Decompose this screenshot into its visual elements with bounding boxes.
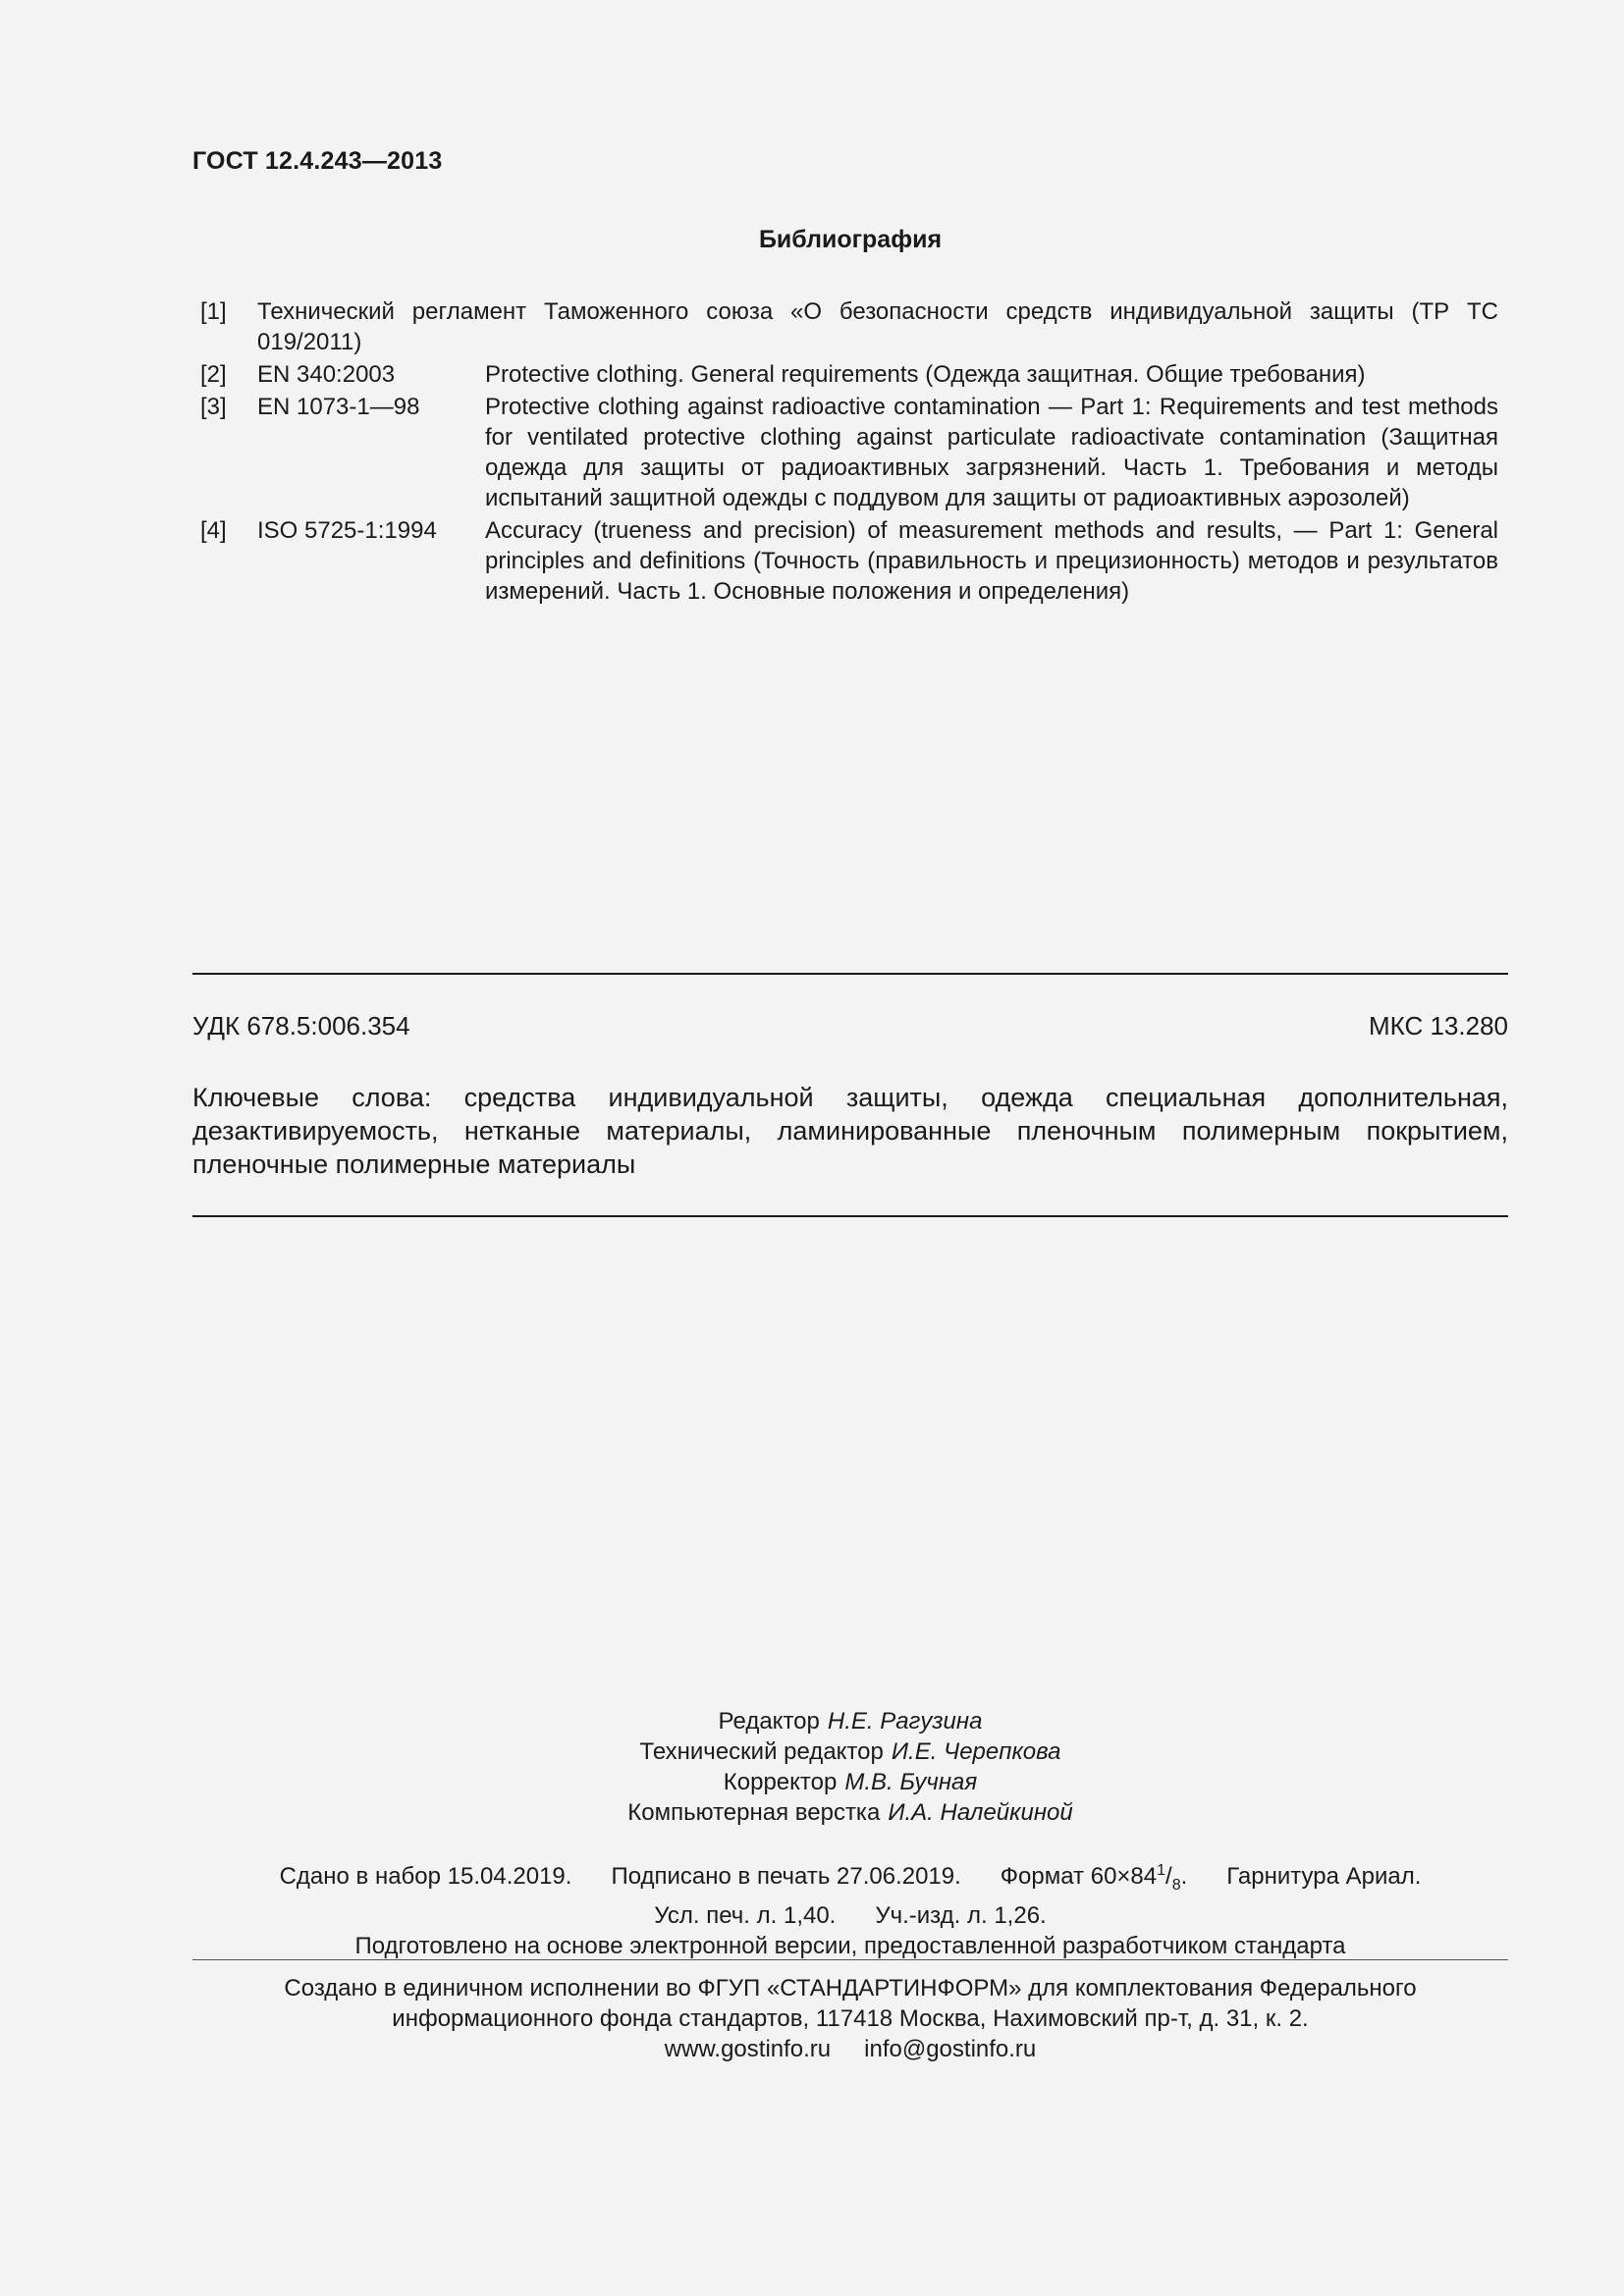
divider-top — [192, 973, 1508, 975]
bibliography-entry — [192, 392, 1508, 513]
footer-line: информационного фонда стандартов, 117418 Москва, Нахимовский пр-т, д. 31, к. 2. — [392, 2005, 1309, 2032]
credit-role: Компьютерная верстка — [627, 1799, 881, 1826]
entry-text: Технический регламент Таможенного союза «О безопасности средств индивидуальной защиты (ТР ТС 019/2011) — [257, 298, 1498, 355]
credit-role: Технический редактор — [639, 1738, 884, 1765]
credit-line — [192, 1706, 1508, 1736]
print-sheets: Усл. печ. л. 1,40. — [654, 1901, 837, 1929]
credit-role: Корректор — [723, 1769, 838, 1795]
typeset-date: Сдано в набор 15.04.2019. — [279, 1863, 572, 1890]
divider-footer — [192, 1959, 1508, 1960]
credit-line — [192, 1767, 1508, 1797]
entry-text: Protective clothing. General requirements (Одежда защитная. Общие требования) — [485, 361, 1366, 388]
entry-code: ISO 5725-1:1994 — [257, 517, 437, 544]
publication-info — [192, 1855, 1508, 1961]
prepared-note: Подготовлено на основе электронной версии, предоставленной разработчиком стандарта — [354, 1932, 1346, 1959]
publication-line — [192, 1855, 1508, 1900]
edit-sheets: Уч.-изд. л. 1,26. — [875, 1901, 1047, 1929]
paper-format: Формат $60\times 84^1/_8$. — [1000, 1862, 1188, 1894]
credits-block — [192, 1706, 1508, 1828]
entry-code: EN 1073-1—98 — [257, 394, 420, 420]
credit-role: Редактор — [718, 1708, 820, 1735]
bibliography-title: Библиография — [758, 226, 943, 253]
entry-number: [3] — [200, 394, 227, 420]
entry-number: [2] — [200, 361, 227, 388]
credit-line — [192, 1736, 1508, 1767]
entry-number: [1] — [200, 298, 227, 325]
divider-keywords — [192, 1215, 1508, 1217]
credit-line — [192, 1797, 1508, 1828]
bibliography-entry — [192, 296, 1508, 357]
credit-name: Н.Е. Рагузина — [827, 1708, 983, 1735]
keywords: Ключевые слова: средства индивидуальной защиты, одежда специальная дополнительная, дезактивируемость, нетканые материалы, ламинированные пленочным полимерным покрытием, пленочные полимерные материалы — [192, 1083, 1508, 1179]
publisher-footer — [192, 1973, 1508, 2064]
entry-number: [4] — [200, 517, 227, 544]
bibliography-list — [192, 296, 1508, 609]
entry-text: Accuracy (trueness and precision) of measurement methods and results, — Part 1: General principles and definitions (Точность (правильность и прецизионность) методов и результатов измерений. Часть 1. Основные положения и определения) — [485, 517, 1498, 605]
email-link[interactable]: info@gostinfo.ru — [864, 2036, 1037, 2062]
footer-line: Создано в единичном исполнении во ФГУП «СТАНДАРТИНФОРМ» для комплектования Федерального — [284, 1975, 1417, 2002]
credit-name: И.А. Налейкиной — [888, 1799, 1073, 1826]
typeface: Гарнитура Ариал. — [1226, 1863, 1422, 1890]
bibliography-entry — [192, 515, 1508, 607]
website-link[interactable]: www.gostinfo.ru — [664, 2036, 832, 2062]
bibliography-entry — [192, 359, 1508, 390]
udk-code: УДК 678.5:006.354 — [192, 1011, 410, 1041]
credit-name: И.Е. Черепкова — [891, 1738, 1061, 1765]
entry-text: Protective clothing against radioactive contamination — Part 1: Requirements and test methods for ventilated protective clothing against particulate radioactivate contamination (Защитная одежда для защиты от радиоактивных загрязнений. Часть 1. Требования и методы испытаний защитной одежды с поддувом для защиты от радиоактивных аэрозолей) — [485, 394, 1498, 511]
document-number: ГОСТ 12.4.243—2013 — [192, 147, 443, 175]
entry-code: EN 340:2003 — [257, 361, 396, 388]
mks-code: МКС 13.280 — [1368, 1011, 1508, 1041]
credit-name: М.В. Бучная — [844, 1769, 978, 1795]
publication-line — [192, 1900, 1508, 1931]
signed-date: Подписано в печать 27.06.2019. — [611, 1863, 961, 1890]
footer-contacts — [192, 2034, 1508, 2064]
